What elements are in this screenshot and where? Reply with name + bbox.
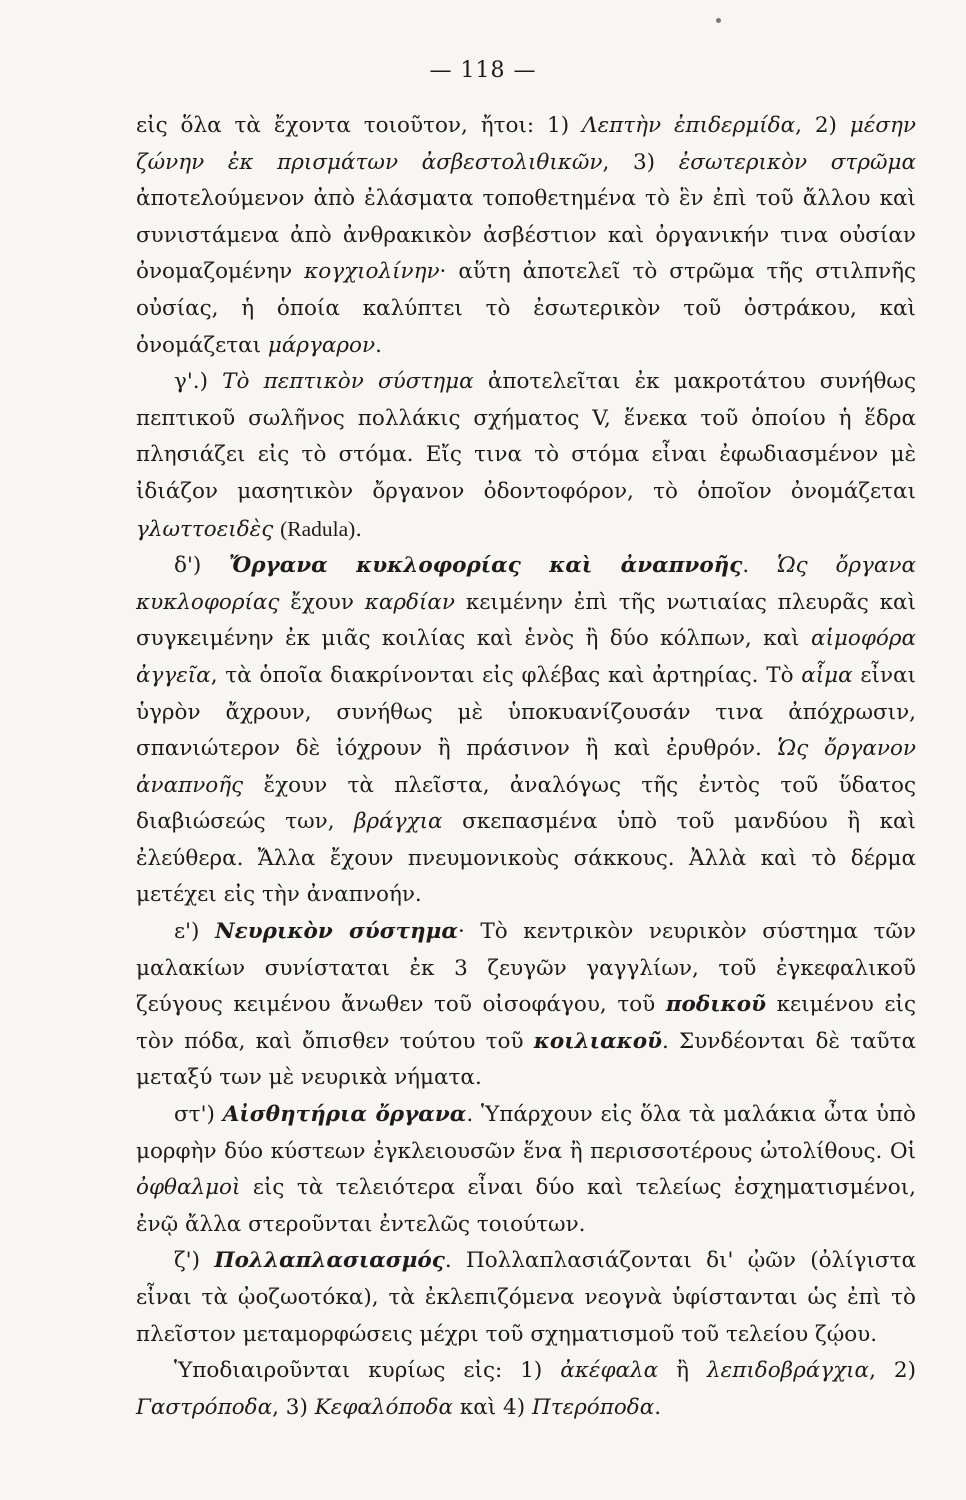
paragraph-digestive-system: γ'.) Τὸ πεπτικὸν σύστημα ἀποτελεῖται ἐκ μακροτάτου συνήθως πεπτικοῦ σωλῆνος πολλάκις σχήματος V, ἕνεκα τοῦ ὁποίου ἡ ἕδρα πλησιάζει εἰς τὸ στόμα. Εἴς τινα τὸ στόμα εἶναι ἐφωδιασμένον μὲ ἰδιάζον μασητικὸν ὄργανον ὀδοντοφόρον, τὸ ὁποῖον ὀνομάζεται γλωττοειδὲς (Radula). <box>136 369 916 542</box>
term-pedal: ποδικοῦ <box>665 992 767 1018</box>
term-circulation-organs: Ὡς ὄργανα κυκλοφορίας <box>136 553 916 615</box>
term-heart: καρδίαν <box>364 589 456 615</box>
class-pteropoda: Πτερόποδα <box>531 1394 655 1420</box>
paragraph-classification: Ὑποδιαιροῦνται κυρίως εἰς: 1) ἀκέφαλα ἢ λεπιδοβράγχια, 2) Γαστρόποδα, 3) Κεφαλόποδα καὶ 4) Πτερόποδα. <box>136 1358 916 1420</box>
class-acephala: ἀκέφαλα <box>560 1358 659 1384</box>
term-gills: βράγχια <box>354 809 443 835</box>
term-respiration-organ: Ὡς ὄργανον ἀναπνοῆς <box>136 736 916 798</box>
paragraph-reproduction: ζ') Πολλαπλασιασμός. Πολλαπλασιάζονται δι' ᾠῶν (ὀλίγιστα εἶναι τὰ ᾠοζωοτόκα), τὰ ἐκλεπιζόμενα νεογνὰ ὑφίστανται ὡς ἐπὶ τὸ πλεῖστον μεταμορφώσεις μέχρι τοῦ σχηματισμοῦ τοῦ τελείου ζῴου. <box>136 1248 916 1347</box>
paragraph-nervous-system: ε') Νευρικὸν σύστημα· Τὸ κεντρικὸν νευρικὸν σύστημα τῶν μαλακίων συνίσταται ἐκ 3 ζευγῶν γαγγλίων, τοῦ ἐγκεφαλικοῦ ζεύγους κειμένου ἄνωθεν τοῦ οἰσοφάγου, τοῦ ποδικοῦ κειμένου εἰς τὸν πόδα, καὶ ὄπισθεν τούτου τοῦ κοιλιακοῦ. Συνδέονται δὲ ταῦτα μεταξύ των μὲ νευρικὰ νήματα. <box>136 919 916 1091</box>
term-visceral: κοιλιακοῦ <box>533 1028 662 1054</box>
paragraph-sense-organs: στ') Αἰσθητήρια ὄργανα. Ὑπάρχουν εἰς ὅλα τὰ μαλάκια ὦτα ὑπὸ μορφὴν δύο κύστεων ἐγκλειουσῶν ἕνα ἢ περισσοτέρους ὠτολίθους. Οἱ ὀφθαλμοὶ εἰς τὰ τελειότερα εἶναι δύο καὶ τελείως ἐσχηματισμένοι, ἐνῷ ἄλλα στεροῦνται ἐντελῶς τοιούτων. <box>136 1102 916 1237</box>
body-text <box>136 108 916 1426</box>
class-lepidobranchia: λεπιδοβράγχια <box>707 1358 870 1384</box>
term-epidermis: Λεπτὴν ἐπιδερμίδα <box>582 113 796 138</box>
term-eyes: ὀφθαλμοὶ <box>136 1175 241 1201</box>
class-gastropoda: Γαστρόποδα <box>136 1394 273 1420</box>
heading-digestive-system: Τὸ πεπτικὸν σύστημα <box>222 369 474 395</box>
class-cephalopoda: Κεφαλόποδα <box>314 1394 453 1420</box>
term-glossoid: γλωττοειδὲς <box>136 516 274 542</box>
term-radula: (Radula) <box>280 516 356 541</box>
paragraph-circulation-respiration: δ') Ὄργανα κυκλοφορίας καὶ ἀναπνοῆς. Ὡς ὄργανα κυκλοφορίας ἔχουν καρδίαν κειμένην ἐπὶ τῆς νωτιαίας πλευρᾶς καὶ συγκειμένην ἐκ μιᾶς κοιλίας καὶ ἑνὸς ἢ δύο κόλπων, καὶ αἱμοφόρα ἀγγεῖα, τὰ ὁποῖα διακρίνονται εἰς φλέβας καὶ ἀρτηρίας. Τὸ αἷμα εἶναι ὑγρὸν ἄχρουν, συνήθως μὲ ὑποκυανίζουσάν τινα ἀπόχρωσιν, σπανιώτερον δὲ ἰόχρουν ἢ πράσινον ἢ καὶ ἐρυθρόν. Ὡς ὄργανον ἀναπνοῆς ἔχουν τὰ πλεῖστα, ἀναλόγως τῆς ἐντὸς τοῦ ὕδατος διαβιώσεώς των, βράγχια σκεπασμένα ὑπὸ τοῦ μανδύου ἢ καὶ ἐλεύθερα. Ἄλλα ἔχουν πνευμονικοὺς σάκκους. Ἀλλὰ καὶ τὸ δέρμα μετέχει εἰς τὴν ἀναπνοήν. <box>136 553 917 908</box>
heading-circulation-respiration: Ὄργανα κυκλοφορίας καὶ ἀναπνοῆς <box>228 553 743 579</box>
term-blood-vessels: αἱμοφόρα ἀγγεῖα <box>136 626 916 688</box>
heading-nervous-system: Νευρικὸν σύστημα <box>215 919 458 945</box>
ink-dot <box>716 18 721 23</box>
term-inner-layer: ἐσωτερικὸν στρῶμα <box>678 149 916 175</box>
heading-reproduction: Πολλαπλασιασμός <box>214 1248 445 1274</box>
term-blood: αἷμα <box>801 662 853 688</box>
paragraph-shell-layers: εἰς ὅλα τὰ ἔχοντα τοιοῦτον, ἤτοι: 1) Λεπτὴν ἐπιδερμίδα, 2) μέσην ζώνην ἐκ πρισμάτων ἀσβεστολιθικῶν, 3) ἐσωτερικὸν στρῶμα ἀποτελούμενον ἀπὸ ἐλάσματα τοποθετημένα τὸ ἓν ἐπὶ τοῦ ἄλλου καὶ συνιστάμενα ἀπὸ ἀνθρακικὸν ἀσβέστιον καὶ ὀργανικήν τινα οὐσίαν ὀνομαζομένην κογχιολίνην· αὕτη ἀποτελεῖ τὸ στρῶμα τῆς στιλπνῆς οὐσίας, ἡ ὁποία καλύπτει τὸ ἐσωτερικὸν τοῦ ὀστράκου, καὶ ὀνομάζεται μάργαρον. <box>136 113 916 358</box>
term-conchiolin: κογχιολίνην <box>304 259 440 285</box>
term-prism-layer: μέσην ζώνην ἐκ πρισμάτων ἀσβεστολιθικῶν <box>136 113 916 175</box>
term-nacre: μάργαρον <box>267 332 376 358</box>
page-number: — 118 — <box>429 58 537 83</box>
heading-sense-organs: Αἰσθητήρια ὄργανα <box>222 1102 467 1128</box>
